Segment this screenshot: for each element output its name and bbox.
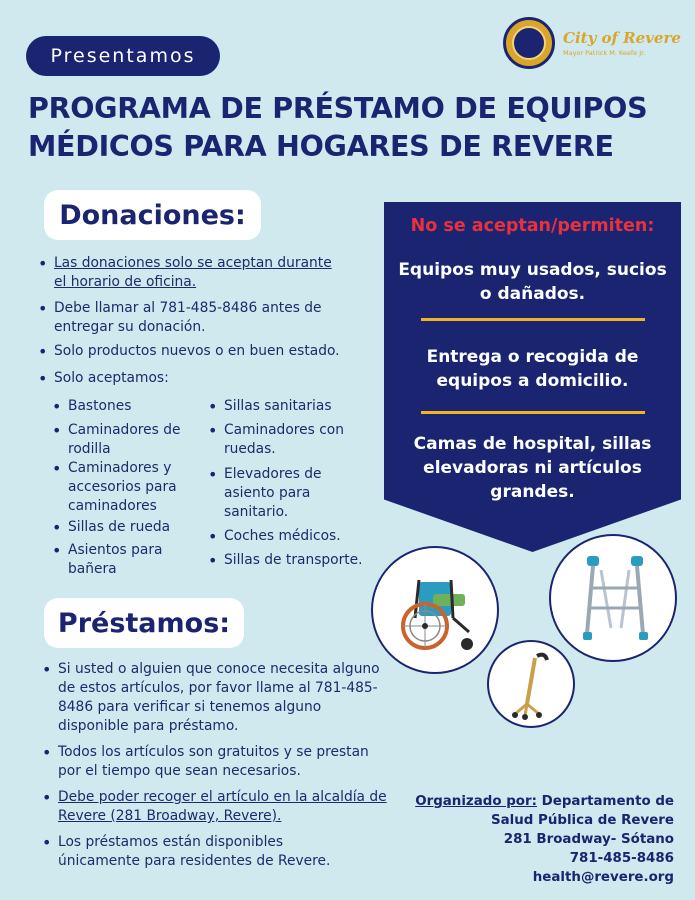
accepted-item: • Caminadores de rodilla	[48, 421, 208, 459]
donaciones-list	[34, 254, 394, 388]
accepted-item: • Bastones	[48, 397, 208, 416]
accepted-item: • Sillas de rueda	[48, 518, 208, 537]
donaciones-heading: Donaciones:	[44, 190, 261, 240]
organizer-line: Departamento de	[541, 794, 674, 809]
organizer-address: 281 Broadway- Sótano	[503, 832, 674, 847]
banner-item-delivery: Entrega o recogida de equipos a domicilio.	[426, 347, 639, 391]
banner-item-large: Camas de hospital, sillas elevadoras ni artículos grandes.	[413, 434, 652, 502]
donation-rule-call: • Debe llamar al 781-485-8486 antes de entregar su donación.	[34, 299, 349, 337]
organizer-block	[396, 792, 674, 887]
accepted-item: • Caminadores con ruedas.	[204, 421, 374, 459]
banner-divider	[421, 318, 645, 321]
loan-rule-free: • Todos los artículos son gratuitos y se prestan por el tiempo que sean necesarios.	[38, 743, 393, 781]
logo-subtitle: Mayor Patrick M. Keefe Jr.	[563, 49, 646, 57]
organizer-line: Salud Pública de Revere	[490, 813, 674, 828]
accepted-item: • Sillas sanitarias	[204, 397, 384, 416]
title-line-2: MÉDICOS PARA HOGARES DE REVERE	[28, 130, 614, 163]
prestamos-heading: Préstamos:	[44, 598, 244, 648]
prestamos-list	[38, 660, 408, 871]
organizer-email: health@revere.org	[532, 870, 674, 885]
loan-rule-call: • Si usted o alguien que conoce necesita alguno de estos artículos, por favor llame al 781-485-8486 para verificar si tenemos alguno disponible para préstamo.	[38, 660, 388, 736]
logo-city-name: City of Revere	[563, 29, 681, 47]
walker-icon	[549, 534, 677, 662]
accepted-items-left	[48, 397, 208, 579]
accepted-items-right	[204, 397, 384, 570]
organizer-phone: 781-485-8486	[569, 851, 674, 866]
accepted-item: • Sillas de transporte.	[204, 551, 384, 570]
accepted-item: • Caminadores y accesorios para caminadores	[48, 459, 208, 516]
loan-rule-pickup: • Debe poder recoger el artículo en la alcaldía de Revere (281 Broadway, Revere).	[38, 788, 398, 826]
banner-heading: No se aceptan/permiten:	[410, 216, 655, 236]
presentamos-badge: Presentamos	[26, 36, 220, 76]
city-logo	[503, 17, 681, 69]
loan-rule-residents: • Los préstamos están disponibles únicamente para residentes de Revere.	[38, 833, 368, 871]
donation-rule-office-hours: • Las donaciones solo se aceptan durante el horario de oficina.	[34, 254, 334, 292]
banner-item-used: Equipos muy usados, sucios o dañados.	[398, 260, 667, 304]
accepted-item: • Asientos para bañera	[48, 541, 188, 579]
accepted-item: • Elevadores de asiento para sanitario.	[204, 465, 354, 522]
organizer-label: Organizado por:	[415, 794, 537, 809]
page-title	[28, 90, 678, 166]
title-line-1: PROGRAMA DE PRÉSTAMO DE EQUIPOS	[28, 92, 648, 125]
city-seal-icon	[503, 17, 555, 69]
donation-rule-accepted: • Solo aceptamos:	[34, 369, 394, 388]
cane-icon	[487, 640, 575, 728]
banner-divider	[421, 411, 645, 414]
accepted-item: • Coches médicos.	[204, 527, 384, 546]
wheelchair-icon	[371, 546, 499, 674]
donation-rule-condition: • Solo productos nuevos o en buen estado.	[34, 342, 394, 361]
